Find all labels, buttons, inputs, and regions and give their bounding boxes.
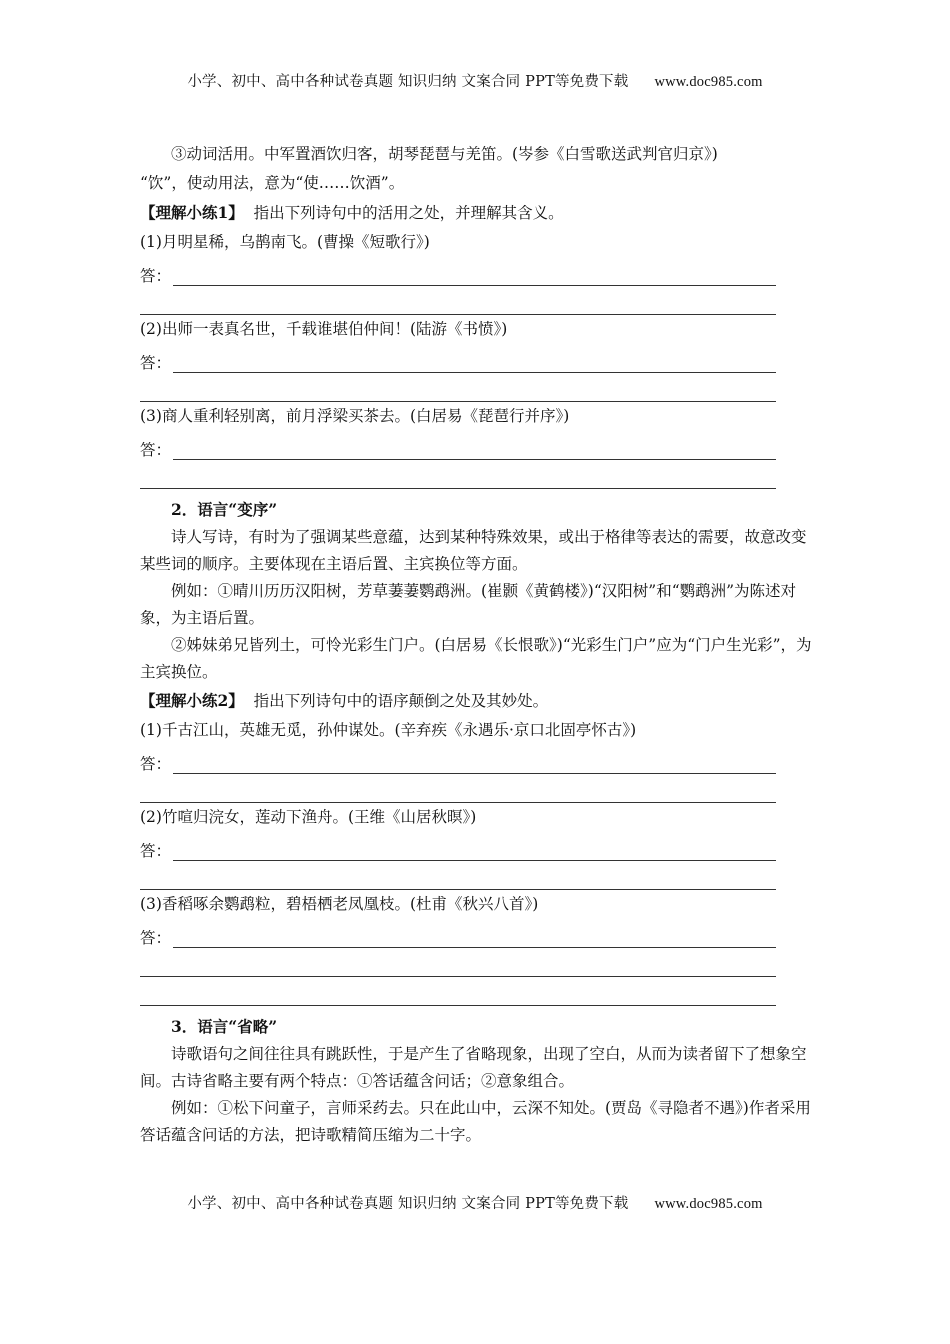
practice1-question-2: (2)出师一表真名世，千载谁堪伯仲间！(陆游《书愤》) xyxy=(140,320,508,338)
page-footer xyxy=(0,1192,950,1213)
answer-rule xyxy=(173,842,776,861)
section2-title: 2．语言“变序” xyxy=(171,500,278,519)
answer-rule xyxy=(140,987,776,1006)
answer-rule xyxy=(173,755,776,774)
answer-line[interactable] xyxy=(140,919,812,948)
answer-rule xyxy=(140,958,776,977)
footer-site-link[interactable]: www.doc985.com xyxy=(654,1196,763,1212)
answer-line-blank[interactable] xyxy=(140,948,812,977)
answer-rule xyxy=(173,441,776,460)
practice2-prompt: 指出下列诗句中的语序颠倒之处及其妙处。 xyxy=(253,692,549,710)
answer-rule xyxy=(173,929,776,948)
answer-rule xyxy=(173,354,776,373)
section2-paragraph: 诗人写诗，有时为了强调某些意蕴，达到某种特殊效果，或出于格律等表达的需要，故意改变某些词的顺序。主要体现在主语后置、主宾换位等方面。 xyxy=(140,528,807,573)
answer-label: 答： xyxy=(140,267,172,285)
answer-line-blank[interactable] xyxy=(140,373,812,402)
section3-paragraph: 诗歌语句之间往往具有跳跃性，于是产生了省略现象，出现了空白，从而为读者留下了想象空间。古诗省略主要有两个特点：①答话蕴含问话；②意象组合。 xyxy=(140,1045,807,1090)
answer-line[interactable] xyxy=(140,257,812,286)
practice2-tag: 【理解小练2】 xyxy=(140,691,244,710)
practice1-prompt: 指出下列诗句中的活用之处，并理解其含义。 xyxy=(253,204,564,222)
answer-line-blank[interactable] xyxy=(140,774,812,803)
answer-rule xyxy=(140,871,776,890)
answer-line-blank[interactable] xyxy=(140,460,812,489)
practice2-question-3: (3)香稻啄余鹦鹉粒，碧梧栖老凤凰枝。(杜甫《秋兴八首》) xyxy=(140,895,539,913)
answer-rule xyxy=(140,296,776,315)
practice2-question-1: (1)千古江山，英雄无觅，孙仲谋处。(辛弃疾《永遇乐·京口北固亭怀古》) xyxy=(140,721,637,739)
header-text: 小学、初中、高中各种试卷真题 知识归纳 文案合同 PPT等免费下载 xyxy=(187,74,629,90)
footer-text: 小学、初中、高中各种试卷真题 知识归纳 文案合同 PPT等免费下载 xyxy=(187,1196,629,1212)
answer-label: 答： xyxy=(140,441,172,459)
answer-rule xyxy=(140,784,776,803)
answer-rule xyxy=(140,470,776,489)
answer-line-blank[interactable] xyxy=(140,286,812,315)
answer-line-blank[interactable] xyxy=(140,861,812,890)
answer-rule xyxy=(173,267,776,286)
answer-label: 答： xyxy=(140,755,172,773)
practice1-question-1: (1)月明星稀，乌鹊南飞。(曹操《短歌行》) xyxy=(140,233,430,251)
answer-label: 答： xyxy=(140,354,172,372)
practice1-question-3: (3)商人重利轻别离，前月浮梁买茶去。(白居易《琵琶行并序》) xyxy=(140,407,570,425)
answer-line-blank[interactable] xyxy=(140,977,812,1006)
answer-label: 答： xyxy=(140,929,172,947)
section2-example-2: ②姊妹弟兄皆列土，可怜光彩生门户。(白居易《长恨歌》)“光彩生门户”应为“门户生光彩”，为主宾换位。 xyxy=(140,636,812,681)
section3-example-1: 例如：①松下问童子，言师采药去。只在此山中，云深不知处。(贾岛《寻隐者不遇》)作者采用答话蕴含问话的方法，把诗歌精简压缩为二十字。 xyxy=(140,1099,811,1144)
main-content xyxy=(140,140,812,1149)
practice2-heading xyxy=(140,686,812,716)
section2-example-1: 例如：①晴川历历汉阳树，芳草萋萋鹦鹉洲。(崔颢《黄鹤楼》)“汉阳树”和“鹦鹉洲”为陈述对象，为主语后置。 xyxy=(140,582,797,627)
page-header xyxy=(0,70,950,91)
answer-line[interactable] xyxy=(140,431,812,460)
answer-line[interactable] xyxy=(140,745,812,774)
header-site-link[interactable]: www.doc985.com xyxy=(654,74,763,90)
practice2-question-2: (2)竹喧归浣女，莲动下渔舟。(王维《山居秋暝》) xyxy=(140,808,477,826)
intro-line-2: “饮”，使动用法，意为“使……饮酒”。 xyxy=(140,174,405,192)
section3-title: 3．语言“省略” xyxy=(171,1017,278,1036)
practice1-tag: 【理解小练1】 xyxy=(140,203,244,222)
answer-label: 答： xyxy=(140,842,172,860)
answer-line[interactable] xyxy=(140,344,812,373)
intro-line-1: ③动词活用。中军置酒饮归客，胡琴琵琶与羌笛。(岑参《白雪歌送武判官归京》) xyxy=(171,145,718,163)
practice1-heading xyxy=(140,198,812,228)
answer-line[interactable] xyxy=(140,832,812,861)
answer-rule xyxy=(140,383,776,402)
